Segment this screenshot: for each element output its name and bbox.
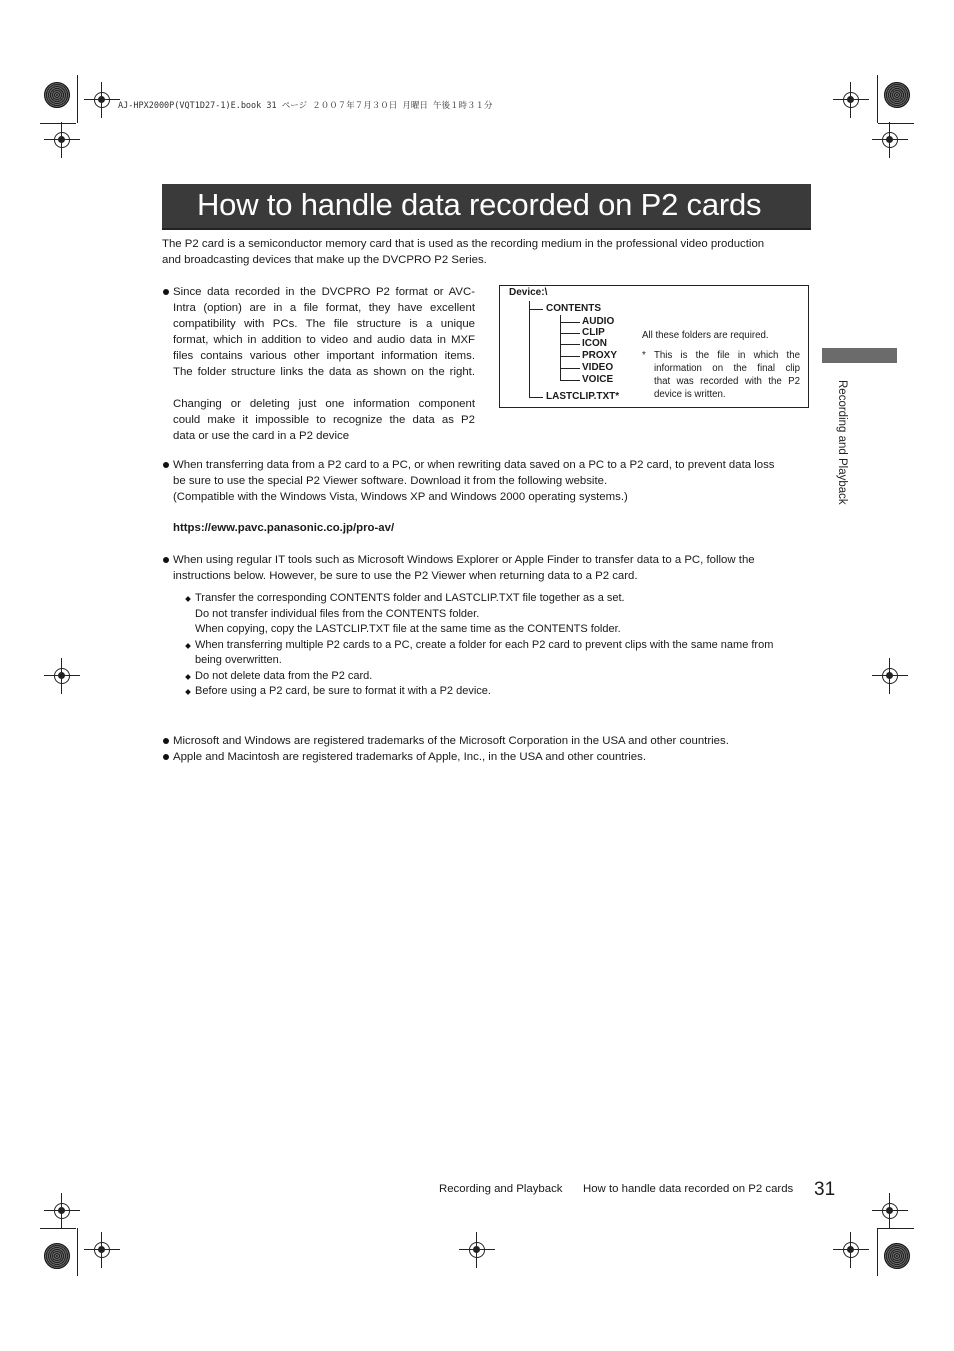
- list-item: Before using a P2 card, be sure to format it with a P2 device.: [195, 684, 773, 700]
- list-item: Do not delete data from the P2 card.: [195, 669, 773, 685]
- registration-mark-icon: [84, 82, 120, 118]
- list-item: When transferring multiple P2 cards to a PC, create a folder for each P2 card to prevent clips with the same name from: [195, 638, 773, 654]
- registration-mark-icon: [872, 1193, 908, 1229]
- tree-folder-clip: CLIP: [582, 327, 605, 338]
- tree-folder-voice: VOICE: [582, 374, 614, 385]
- list-item: Transfer the corresponding CONTENTS folder and LASTCLIP.TXT file together as a set.: [195, 591, 773, 607]
- tree-file-lastclip: LASTCLIP.TXT*: [546, 391, 620, 402]
- transfer-instructions-list: Transfer the corresponding CONTENTS folder and LASTCLIP.TXT file together as a set. Do not transfer individual files from the CONTENTS folder. When copying, copy the LASTCLIP.TXT file at the same time as the CONTENTS folder. When transferring multiple P2 cards to a PC, create a folder for each P2 card to prevent clips with the same name from being overwritten. Do not delete data from the P2 card. Before using a P2 card, be sure to format it with a P2 device.: [195, 591, 773, 700]
- download-url-link[interactable]: https://eww.pavc.panasonic.co.jp/pro-av/: [173, 522, 395, 534]
- registration-mark-icon: [44, 1193, 80, 1229]
- bullet-file-format: Since data recorded in the DVCPRO P2 format or AVC- Intra (option) are in a file format, they have excellent compatibility with PCs. The file structure is a unique format, which in addition to video and audio data in MXF files contains various other important information items. The folder structure links the data as shown on the right. Changing or deleting just one information component could make it impossible to recognize the data as P2 data or use the card in a P2 device: [173, 286, 475, 442]
- bullet-p2-viewer: When transferring data from a P2 card to a PC, or when rewriting data saved on a PC to a P2 card, to prevent data loss be sure to use the special P2 Viewer software. Download it from the following website. (Compatible with the Windows Vista, Windows XP and Windows 2000 operating systems.): [173, 459, 775, 503]
- tree-folder-contents: CONTENTS: [546, 303, 601, 314]
- trademark-notices: [173, 733, 729, 765]
- registration-disc-icon: [44, 1243, 70, 1269]
- registration-mark-icon: [833, 1232, 869, 1268]
- registration-mark-icon: [459, 1232, 495, 1268]
- required-note: All these folders are required.: [642, 330, 769, 341]
- print-file-header: AJ-HPX2000P(VQT1D27-1)E.book 31 ページ ２００７年７月３０日 月曜日 午後１時３１分: [118, 101, 493, 111]
- lastclip-footnote: This is the file in which the information on the final clip that was recorded with the P2 device is written.: [654, 350, 800, 400]
- registration-mark-icon: [872, 658, 908, 694]
- intro-paragraph: The P2 card is a semiconductor memory card that is used as the recording medium in the professional video production and broadcasting devices that make up the DVCPRO P2 Series.: [162, 238, 765, 266]
- registration-disc-icon: [884, 82, 910, 108]
- trademark-microsoft: Microsoft and Windows are registered trademarks of the Microsoft Corporation in the USA and other countries.: [173, 735, 729, 747]
- registration-disc-icon: [44, 82, 70, 108]
- tree-folder-icon: ICON: [582, 338, 607, 349]
- footer-topic: How to handle data recorded on P2 cards: [583, 1183, 794, 1195]
- registration-mark-icon: [44, 122, 80, 158]
- tree-folder-proxy: PROXY: [582, 350, 618, 361]
- tree-root-label: Device:\: [509, 287, 548, 298]
- registration-mark-icon: [84, 1232, 120, 1268]
- footer-section: Recording and Playback: [439, 1183, 563, 1195]
- tree-folder-audio: AUDIO: [582, 316, 615, 327]
- folder-structure-diagram: [499, 285, 809, 408]
- bullet-it-tools: When using regular IT tools such as Microsoft Windows Explorer or Apple Finder to transfer data to a PC, follow the instructions below. However, be sure to use the P2 Viewer when returning data to a P2 card.: [173, 554, 755, 582]
- tree-folder-video: VIDEO: [582, 362, 614, 373]
- registration-mark-icon: [872, 122, 908, 158]
- section-tab-marker: [822, 348, 897, 363]
- page-title: How to handle data recorded on P2 cards: [197, 187, 762, 222]
- trademark-apple: Apple and Macintosh are registered trademarks of Apple, Inc., in the USA and other countries.: [173, 749, 729, 765]
- page-title-bar: [162, 184, 811, 230]
- page-number: 31: [814, 1179, 836, 1200]
- registration-disc-icon: [884, 1243, 910, 1269]
- footnote-asterisk: *: [642, 350, 646, 361]
- side-section-label: Recording and Playback: [836, 380, 848, 505]
- registration-mark-icon: [44, 658, 80, 694]
- registration-mark-icon: [833, 82, 869, 118]
